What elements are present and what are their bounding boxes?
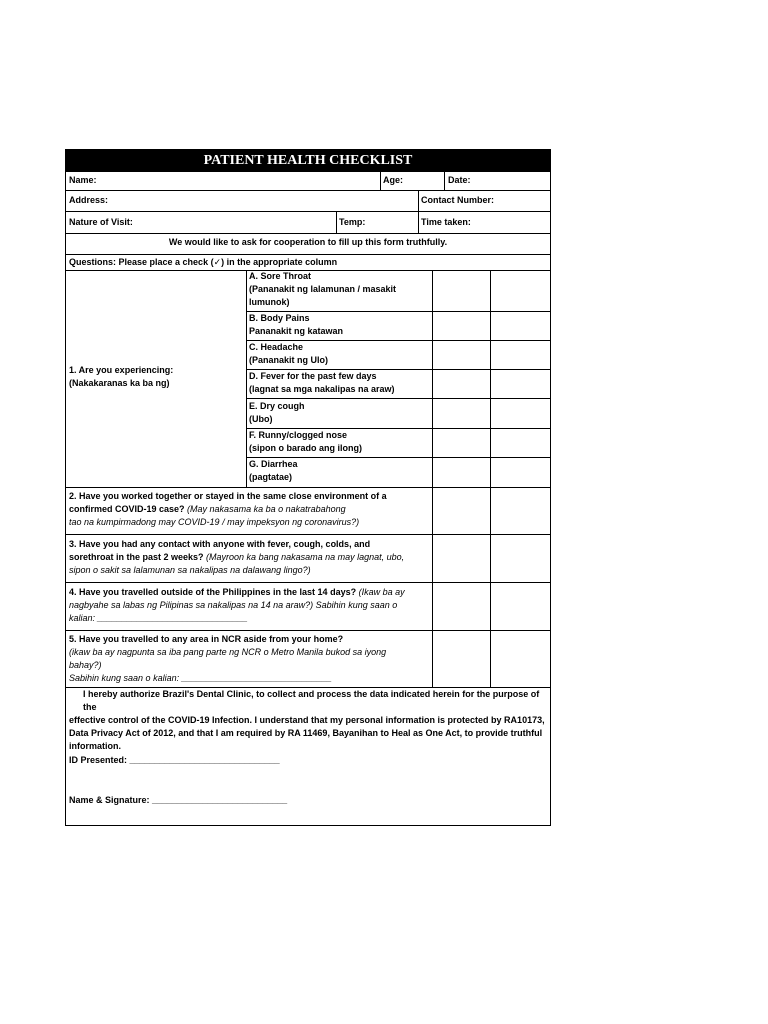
nature-of-visit-field-label: Nature of Visit: [69,217,133,227]
question-5: 5. Have you travelled to any area in NCR aside from your home? (ikaw ba ay nagpunta sa iba pang parte ng NCR o Metro Manila bukod sa iyong bahay?) Sabihin kung saan o kalian: ______________________________ [69,634,387,683]
temp-field-label: Temp: [339,217,366,227]
symptom-f-runny-nose: F. Runny/clogged nose (sipon o barado ang ilong) [249,430,362,453]
contact-number-field-label: Contact Number: [421,195,495,205]
patient-health-checklist-form [65,149,551,826]
symptom-g-diarrhea: G. Diarrhea (pagtatae) [249,459,298,482]
cooperation-note: We would like to ask for cooperation to fill up this form truthfully. [168,237,448,247]
instructions: Questions: Please place a check (✓) in the appropriate column [69,257,338,267]
symptom-c-headache: C. Headache (Pananakit ng Ulo) [249,342,329,365]
symptom-d-fever: D. Fever for the past few days (lagnat sa mga nakalipas na araw) [249,371,395,394]
symptom-e-dry-cough: E. Dry cough (Ubo) [249,401,305,424]
question-4: 4. Have you travelled outside of the Philippines in the last 14 days? (Ikaw ba ay nagbyahe sa labas ng Pilipinas sa nakalipas na 14 na araw?) Sabihin kung saan o kalian: ______________________________ [69,587,405,623]
time-taken-field-label: Time taken: [421,217,471,227]
name-signature-field: Name & Signature: ___________________________ [69,795,288,805]
check-mark-icon: ✓ [213,257,222,267]
id-presented-field: ID Presented: ______________________________ [69,755,280,765]
question-3: 3. Have you had any contact with anyone with fever, cough, colds, and sorethroat in the past 2 weeks? (Mayroon ka bang nakasama na may lagnat, ubo, sipon o sakit sa lalamunan sa nakalipas na dalawang lingo?) [69,539,405,575]
symptom-b-body-pains: B. Body Pains Pananakit ng katawan [249,313,344,336]
age-field-label: Age: [383,175,403,185]
form-title: PATIENT HEALTH CHECKLIST [66,150,550,171]
question-1: 1. Are you experiencing: (Nakakaranas ka ba ng) [69,365,174,388]
date-field-label: Date: [448,175,471,185]
question-2: 2. Have you worked together or stayed in the same close environment of a confirmed COVID-19 case? (May nakasama ka ba o nakatrabahong tao na kumpirmadong may COVID-19 / may impeksyon ng coronavirus?) [69,491,387,527]
symptom-a-sore-throat: A. Sore Throat (Pananakit ng lalamunan / masakit lumunok) [249,271,397,307]
address-field-label: Address: [69,195,109,205]
name-field-label: Name: [69,175,97,185]
consent-statement: I hereby authorize Brazil's Dental Clinic, to collect and process the data indicated herein for the purpose of the effective control of the COVID-19 Infection. I understand that my personal information is protected by RA10173, Data Privacy Act of 2012, and that I am required by RA 11469, Bayanihan to Heal as One Act, to provide truthful information. [69,689,545,751]
